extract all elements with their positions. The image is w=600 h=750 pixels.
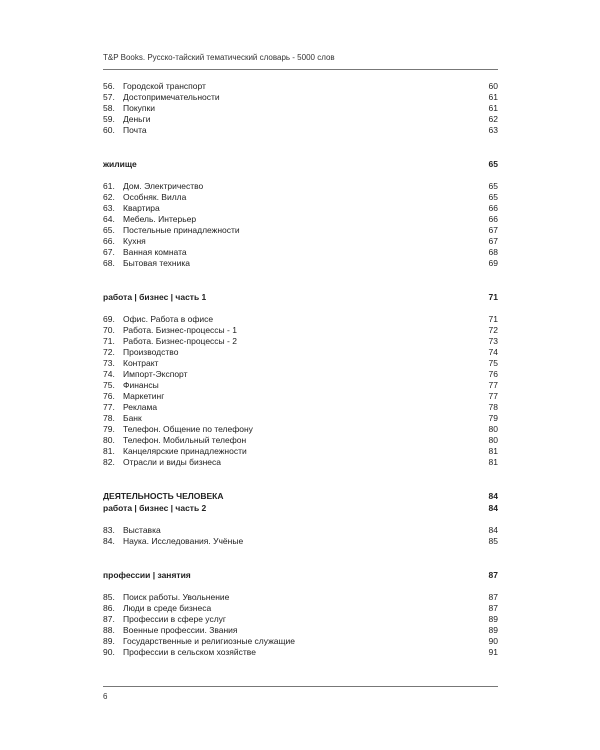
toc-entry[interactable] (103, 402, 498, 413)
toc-entry[interactable] (103, 536, 498, 547)
running-header: T&P Books. Русско-тайский тематический словарь - 5000 слов (103, 53, 335, 62)
toc-entry-number: 73. (103, 358, 115, 368)
toc-entry-title: Кухня (123, 236, 146, 246)
toc-entry[interactable] (103, 81, 498, 92)
toc-entry[interactable] (103, 369, 498, 380)
toc-entry[interactable] (103, 380, 498, 391)
toc-section-heading[interactable] (103, 503, 498, 514)
toc-entry-title: Производство (123, 347, 179, 357)
toc-entry-page: 71 (488, 314, 498, 324)
toc-entry-title: Покупки (123, 103, 155, 113)
toc-entry-number: 69. (103, 314, 115, 324)
toc-entry-title: Работа. Бизнес-процессы - 1 (123, 325, 237, 335)
toc-entry[interactable] (103, 192, 498, 203)
toc-entry-title: Выставка (123, 525, 161, 535)
toc-entry-page: 61 (488, 103, 498, 113)
toc-entry-title: Особняк. Вилла (123, 192, 187, 202)
toc-entry-title: Почта (123, 125, 147, 135)
toc-entry[interactable] (103, 625, 498, 636)
toc-entry-number: 71. (103, 336, 115, 346)
toc-entry-number: 74. (103, 369, 115, 379)
toc-entry-title: Государственные и религиозные служащие (123, 636, 295, 646)
toc-entry[interactable] (103, 203, 498, 214)
toc-entry-page: 81 (488, 457, 498, 467)
toc-entry-title: Реклама (123, 402, 158, 412)
toc-section-heading[interactable] (103, 159, 498, 170)
toc-entry-page: 74 (488, 347, 498, 357)
toc-entry-title: Канцелярские принадлежности (123, 446, 247, 456)
header-rule (103, 69, 498, 70)
toc-entry-page: 84 (488, 525, 498, 535)
toc-section-page: 71 (488, 292, 498, 302)
toc-part-page: 84 (488, 491, 498, 501)
toc-entry-title: Мебель. Интерьер (123, 214, 197, 224)
toc-entry-title: Финансы (123, 380, 159, 390)
toc-section-title: жилище (103, 159, 137, 169)
toc-entry-number: 64. (103, 214, 115, 224)
toc-entry[interactable] (103, 358, 498, 369)
toc-section-heading[interactable] (103, 570, 498, 581)
toc-entry[interactable] (103, 592, 498, 603)
toc-entry-number: 59. (103, 114, 115, 124)
toc-entry-title: Военные профессии. Звания (123, 625, 238, 635)
toc-entry-number: 89. (103, 636, 115, 646)
toc-section-title: работа | бизнес | часть 1 (103, 292, 207, 302)
toc-entry[interactable] (103, 336, 498, 347)
toc-section-title: работа | бизнес | часть 2 (103, 503, 207, 513)
toc-entry-page: 76 (488, 369, 498, 379)
toc-entry-number: 67. (103, 247, 115, 257)
toc-entry-number: 63. (103, 203, 115, 213)
toc-entry-title: Телефон. Общение по телефону (123, 424, 253, 434)
toc-entry-number: 82. (103, 457, 115, 467)
toc-entry[interactable] (103, 457, 498, 468)
toc-entry[interactable] (103, 214, 498, 225)
toc-entry-number: 65. (103, 225, 115, 235)
toc-entry-page: 61 (488, 92, 498, 102)
toc-entry-number: 84. (103, 536, 115, 546)
toc-entry[interactable] (103, 92, 498, 103)
toc-entry-page: 87 (488, 603, 498, 613)
toc-entry-page: 79 (488, 413, 498, 423)
toc-entry[interactable] (103, 325, 498, 336)
toc-section-title: профессии | занятия (103, 570, 191, 580)
toc-entry-page: 78 (488, 402, 498, 412)
toc-entry[interactable] (103, 236, 498, 247)
toc-entry-number: 62. (103, 192, 115, 202)
toc-entry-page: 66 (488, 203, 498, 213)
toc-entry[interactable] (103, 391, 498, 402)
toc-entry-page: 87 (488, 592, 498, 602)
toc-entry[interactable] (103, 258, 498, 269)
toc-entry-page: 60 (488, 81, 498, 91)
toc-entry[interactable] (103, 125, 498, 136)
toc-entry-title: Офис. Работа в офисе (123, 314, 214, 324)
toc-entry-page: 62 (488, 114, 498, 124)
toc-entry-title: Дом. Электричество (123, 181, 204, 191)
toc-entry-title: Отрасли и виды бизнеса (123, 457, 221, 467)
toc-entry-number: 85. (103, 592, 115, 602)
toc-entry-title: Поиск работы. Увольнение (123, 592, 230, 602)
toc-entry-page: 91 (488, 647, 498, 657)
toc-entry-page: 66 (488, 214, 498, 224)
toc-entry[interactable] (103, 347, 498, 358)
toc-entry-number: 88. (103, 625, 115, 635)
toc-entry-page: 68 (488, 247, 498, 257)
toc-entry-page: 69 (488, 258, 498, 268)
toc-entry-title: Люди в среде бизнеса (123, 603, 212, 613)
toc-entry-page: 63 (488, 125, 498, 135)
toc-entry-title: Достопримечательности (123, 92, 220, 102)
toc-entry-page: 65 (488, 181, 498, 191)
toc-entry[interactable] (103, 424, 498, 435)
toc-entry[interactable] (103, 647, 498, 658)
toc-entry-number: 83. (103, 525, 115, 535)
toc-entry-number: 72. (103, 347, 115, 357)
toc-entry-title: Банк (123, 413, 142, 423)
toc-entry-number: 68. (103, 258, 115, 268)
toc-entry-number: 58. (103, 103, 115, 113)
toc-entry-page: 73 (488, 336, 498, 346)
footer-rule (103, 686, 498, 687)
toc-entry-number: 66. (103, 236, 115, 246)
toc-entry-number: 70. (103, 325, 115, 335)
toc-entry-number: 76. (103, 391, 115, 401)
toc-entry-number: 57. (103, 92, 115, 102)
toc-section-page: 84 (488, 503, 498, 513)
toc-entry[interactable] (103, 636, 498, 647)
toc-entry-page: 77 (488, 391, 498, 401)
toc-entry[interactable] (103, 525, 498, 536)
toc-entry-title: Профессии в сельском хозяйстве (123, 647, 256, 657)
toc-entry-page: 80 (488, 424, 498, 434)
toc-entry[interactable] (103, 103, 498, 114)
toc-section-heading[interactable] (103, 292, 498, 303)
toc-entry-title: Работа. Бизнес-процессы - 2 (123, 336, 237, 346)
toc-part-heading[interactable] (103, 491, 498, 502)
toc-entry-page: 80 (488, 435, 498, 445)
toc-entry-title: Контракт (123, 358, 159, 368)
toc-entry-number: 81. (103, 446, 115, 456)
toc-section-page: 87 (488, 570, 498, 580)
toc-entry-page: 75 (488, 358, 498, 368)
toc-entry-title: Деньги (123, 114, 151, 124)
toc-entry-number: 60. (103, 125, 115, 135)
toc-entry-title: Городской транспорт (123, 81, 206, 91)
toc-entry-number: 79. (103, 424, 115, 434)
toc-section-page: 65 (488, 159, 498, 169)
toc-entry-page: 81 (488, 446, 498, 456)
toc-entry-number: 86. (103, 603, 115, 613)
toc-entry-page: 90 (488, 636, 498, 646)
toc-entry-number: 56. (103, 81, 115, 91)
toc-entry-title: Квартира (123, 203, 160, 213)
toc-entry[interactable] (103, 446, 498, 457)
toc-entry-number: 75. (103, 380, 115, 390)
toc-entry-title: Бытовая техника (123, 258, 190, 268)
toc-entry[interactable] (103, 225, 498, 236)
toc-entry[interactable] (103, 614, 498, 625)
toc-entry[interactable] (103, 435, 498, 446)
toc-entry-page: 65 (488, 192, 498, 202)
toc-entry[interactable] (103, 247, 498, 258)
toc-entry-title: Постельные принадлежности (123, 225, 240, 235)
toc-entry-page: 67 (488, 225, 498, 235)
toc-entry[interactable] (103, 114, 498, 125)
toc-entry-page: 89 (488, 625, 498, 635)
toc-entry-title: Ванная комната (123, 247, 187, 257)
toc-entry-number: 90. (103, 647, 115, 657)
toc-entry-page: 77 (488, 380, 498, 390)
toc-entry[interactable] (103, 314, 498, 325)
toc-entry-title: Маркетинг (123, 391, 165, 401)
toc-entry-number: 61. (103, 181, 115, 191)
toc-entry-page: 67 (488, 236, 498, 246)
toc-entry[interactable] (103, 603, 498, 614)
toc-entry-title: Телефон. Мобильный телефон (123, 435, 247, 445)
toc-entry-title: Наука. Исследования. Учёные (123, 536, 244, 546)
toc-entry-number: 80. (103, 435, 115, 445)
toc-entry-title: Профессии в сфере услуг (123, 614, 227, 624)
toc-entry-page: 85 (488, 536, 498, 546)
toc-entry-page: 89 (488, 614, 498, 624)
toc-entry-number: 78. (103, 413, 115, 423)
toc-entry[interactable] (103, 413, 498, 424)
toc-part-title: ДЕЯТЕЛЬНОСТЬ ЧЕЛОВЕКА (103, 491, 224, 501)
toc-entry-title: Импорт-Экспорт (123, 369, 188, 379)
toc-entry-page: 72 (488, 325, 498, 335)
page-number: 6 (103, 692, 108, 701)
toc-entry-number: 77. (103, 402, 115, 412)
toc-entry-number: 87. (103, 614, 115, 624)
toc-entry[interactable] (103, 181, 498, 192)
